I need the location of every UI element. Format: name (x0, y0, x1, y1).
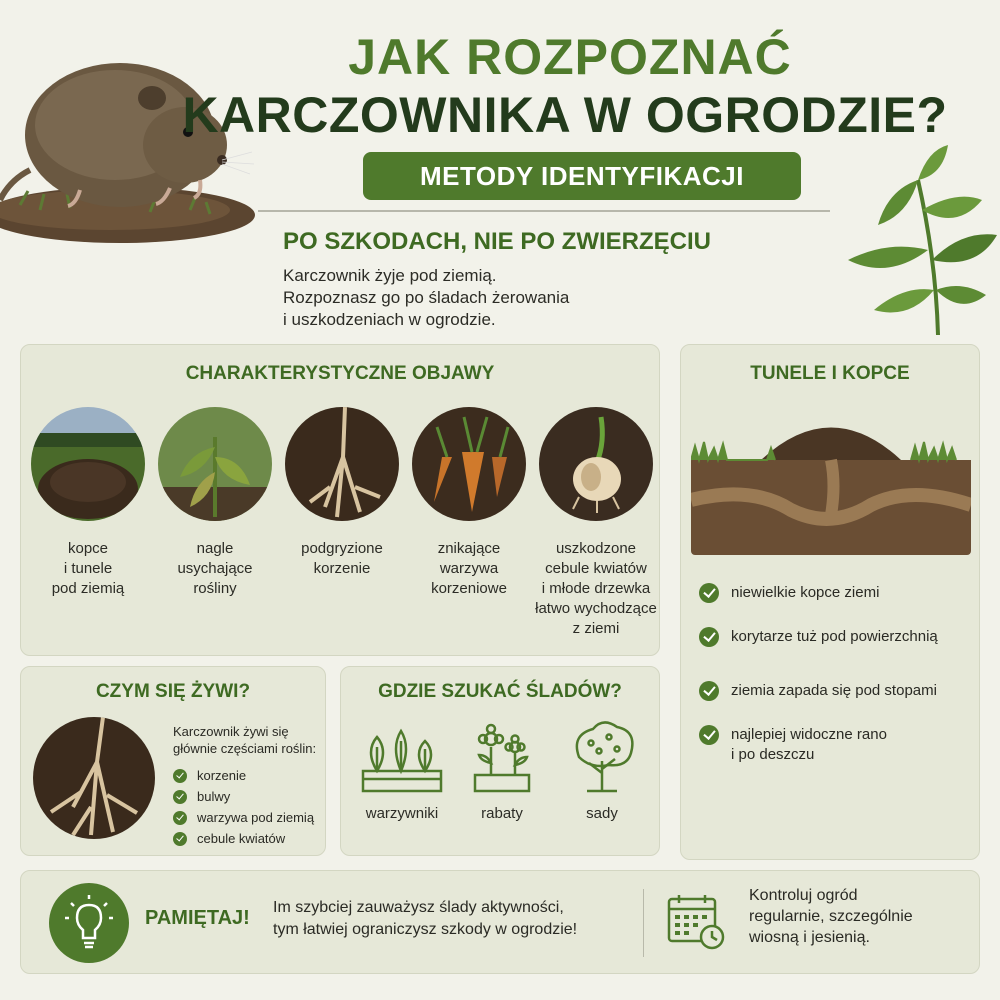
check-icon (699, 725, 719, 745)
wilting-plant-image (158, 407, 272, 521)
check-icon (173, 769, 187, 783)
vegetable-garden-icon (357, 719, 447, 799)
food-intro: Karczownik żywi się głównie częściami roślin: (173, 724, 317, 756)
symptom-label: kopce i tunele pod ziemią (51, 540, 125, 597)
check-icon (173, 811, 187, 825)
tunnel-cross-section-image (691, 405, 971, 555)
tunnel-item-text: korytarze tuż pod powierzchnią (731, 628, 938, 645)
tunnel-item-text: ziemia zapada się pod stopami (731, 682, 937, 699)
where-panel (340, 666, 660, 856)
tunnel-item (699, 583, 979, 603)
gnawed-roots-image (285, 407, 399, 521)
symptom-label: uszkodzone cebule kwiatów i młode drzewka łatwo wychodzące z ziemi (535, 540, 657, 637)
title-line2: KARCZOWNIKA W OGRODZIE? (182, 87, 948, 143)
where-title: GDZIE SZUKAĆ ŚLADÓW? (378, 681, 622, 702)
check-icon (699, 681, 719, 701)
title-line1: JAK ROZPOZNAĆ (348, 29, 792, 85)
check-icon (699, 627, 719, 647)
damaged-bulb-image (539, 407, 653, 521)
remember-label: PAMIĘTAJ! (145, 907, 250, 929)
food-panel (20, 666, 326, 856)
divider (258, 210, 830, 212)
tunnel-item-text: najlepiej widoczne rano i po deszczu (731, 726, 887, 763)
remember-panel (20, 870, 980, 974)
where-label: rabaty (481, 805, 523, 822)
symptom-item (27, 407, 149, 639)
where-label: warzywniki (365, 805, 439, 822)
food-item-text: warzywa pod ziemią (197, 810, 315, 825)
symptom-item (281, 407, 403, 639)
food-title: CZYM SIĘ ŻYWI? (95, 681, 251, 702)
subtitle-banner: METODY IDENTYFIKACJI (363, 152, 801, 200)
remember-text-2: Kontroluj ogród regularnie, szczególnie wiosną i jesienią. (749, 887, 913, 946)
tunnel-item (699, 725, 979, 765)
tunnel-item (699, 681, 979, 701)
tunnel-item (699, 627, 979, 647)
where-item (555, 719, 649, 822)
check-icon (699, 583, 719, 603)
where-item (455, 719, 549, 822)
symptom-item (408, 407, 530, 639)
food-item-text: korzenie (197, 768, 247, 783)
check-icon (173, 790, 187, 804)
tunnel-item-text: niewielkie kopce ziemi (731, 584, 880, 601)
intro-heading: PO SZKODACH, NIE PO ZWIERZĘCIU (283, 228, 712, 255)
food-item-text: bulwy (197, 789, 231, 804)
symptom-item (535, 407, 657, 639)
remember-text: Im szybciej zauważysz ślady aktywności, tym łatwiej ograniczysz szkody w ogrodzie! (273, 899, 578, 938)
where-label: sady (586, 805, 618, 822)
plant-illustration (818, 140, 1000, 340)
tunnels-panel (680, 344, 980, 860)
food-item-text: cebule kwiatów (197, 831, 286, 846)
mounds-image (31, 407, 145, 521)
root-vegetables-image (412, 407, 526, 521)
calendar-clock-icon (665, 891, 727, 958)
food-item (173, 807, 314, 828)
food-item (173, 828, 314, 849)
remember-divider (643, 889, 644, 957)
intro-text (283, 265, 643, 331)
symptoms-panel (20, 344, 660, 656)
food-item (173, 765, 314, 786)
intro-line: Karczownik żyje pod ziemią. (283, 266, 497, 285)
food-item (173, 786, 314, 807)
orchard-tree-icon (557, 719, 647, 799)
tunnels-title: TUNELE I KOPCE (750, 363, 910, 384)
check-icon (173, 832, 187, 846)
roots-image (33, 717, 155, 839)
flower-bed-icon (457, 719, 547, 799)
symptom-label: podgryzione korzenie (301, 540, 383, 577)
symptom-label: nagle usychające rośliny (177, 540, 253, 597)
lightbulb-icon (49, 883, 129, 963)
symptoms-title: CHARAKTERYSTYCZNE OBJAWY (185, 363, 495, 384)
symptom-label: znikające warzywa korzeniowe (431, 540, 507, 597)
symptom-item (154, 407, 276, 639)
intro-line: Rozpoznasz go po śladach żerowania (283, 288, 570, 307)
where-item (355, 719, 449, 822)
intro-line: i uszkodzeniach w ogrodzie. (283, 310, 496, 329)
